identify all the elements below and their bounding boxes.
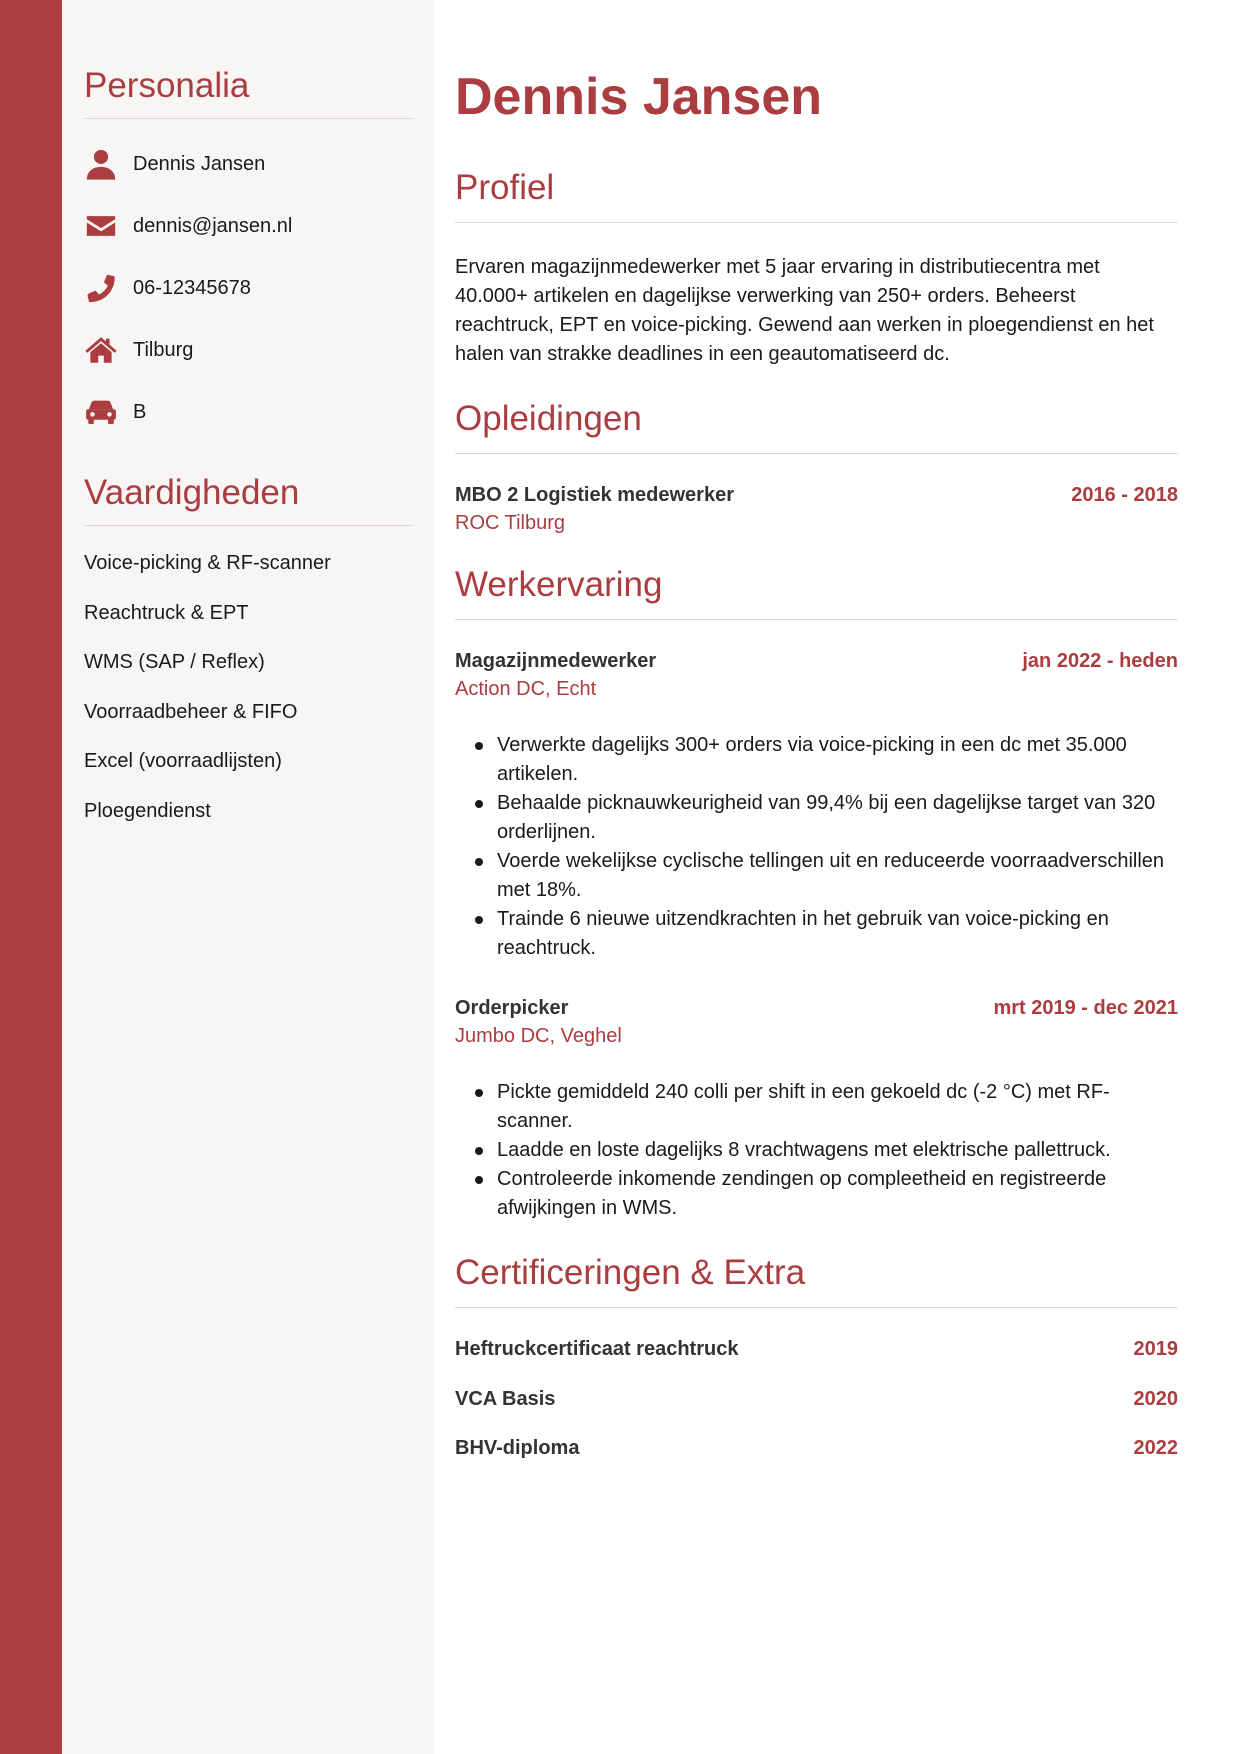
cert-name: VCA Basis: [455, 1387, 556, 1410]
cert-year: 2022: [1133, 1437, 1178, 1459]
contact-city: [84, 319, 413, 381]
envelope-icon: [84, 209, 118, 243]
contact-city-text: Tilburg: [133, 338, 194, 361]
cert-list: [455, 1338, 1178, 1487]
job-bullet: Pickte gemiddeld 240 colli per shift in een gekoeld dc (-2 °C) met RF-scanner.: [497, 1078, 1178, 1136]
job-bullet: Verwerkte dagelijks 300+ orders via voice-picking in een dc met 35.000 artikelen.: [497, 731, 1178, 789]
contact-name: [84, 133, 413, 195]
skills-heading: Vaardigheden: [84, 473, 413, 526]
skill-item: Ploegendienst: [84, 799, 211, 822]
cert-name: BHV-diploma: [455, 1437, 580, 1459]
contact-phone-text: 06-12345678: [133, 276, 251, 299]
main-content: [455, 0, 1178, 1754]
cert-row: [455, 1388, 1178, 1438]
contact-name-text: Dennis Jansen: [133, 152, 266, 175]
contact-phone: [84, 257, 413, 319]
job-bullets: [455, 1078, 1178, 1223]
skill-item: Voorraadbeheer & FIFO: [84, 700, 298, 723]
cert-name: Heftruckcertificaat reachtruck: [455, 1338, 739, 1360]
car-icon: [84, 395, 118, 429]
job-title: Orderpicker: [455, 997, 569, 1019]
job-company: Jumbo DC, Veghel: [455, 1025, 622, 1047]
job-bullet: Trainde 6 nieuwe uitzendkrachten in het gebruik van voice-picking en reachtruck.: [497, 905, 1178, 963]
skill-item: Reachtruck & EPT: [84, 601, 249, 624]
cert-row: [455, 1338, 1178, 1388]
certificeringen-heading: Certificeringen & Extra: [455, 1253, 1178, 1308]
contact-license-text: B: [133, 400, 147, 423]
education-entry: [455, 484, 1178, 535]
cert-year: 2020: [1133, 1387, 1178, 1410]
cert-year: 2019: [1133, 1338, 1178, 1360]
contact-license: [84, 381, 413, 443]
profiel-text: Ervaren magazijnmedewerker met 5 jaar ervaring in distributiecentra met 40.000+ artikelen en dagelijkse verwerking van 250+ orders. Beheerst reachtruck, EPT en voice-picking. Gewend aan werken in ploegendienst en het halen van strakke deadlines in een geautomatiseerd dc.: [455, 256, 1154, 365]
education-title: MBO 2 Logistiek medewerker: [455, 484, 734, 506]
skill-item: Voice-picking & RF-scanner: [84, 552, 331, 574]
contact-list: [84, 133, 413, 443]
job-bullets: [455, 731, 1178, 963]
user-icon: [84, 147, 118, 181]
skill-item: WMS (SAP / Reflex): [84, 651, 265, 673]
opleidingen-heading: Opleidingen: [455, 399, 1178, 454]
job-bullet: Controleerde inkomende zendingen op compleetheid en registreerde afwijkingen in WMS.: [497, 1165, 1178, 1223]
job-date: jan 2022 - heden: [1022, 650, 1178, 672]
job-company: Action DC, Echt: [455, 678, 597, 700]
phone-icon: [84, 271, 118, 305]
job-date: mrt 2019 - dec 2021: [993, 997, 1178, 1019]
candidate-name: Dennis Jansen: [455, 68, 823, 126]
home-icon: [84, 333, 118, 367]
sidebar: [62, 0, 434, 1754]
job-entry: [455, 997, 1178, 1223]
accent-stripe: [0, 0, 62, 1754]
job-bullet: Laadde en loste dagelijks 8 vrachtwagens met elektrische pallettruck.: [497, 1136, 1178, 1165]
contact-email-text[interactable]: dennis@jansen.nl: [133, 214, 293, 237]
job-title: Magazijnmedewerker: [455, 650, 657, 672]
education-date: 2016 - 2018: [1071, 484, 1178, 506]
job-bullet: Behaalde picknauwkeurigheid van 99,4% bij een dagelijkse target van 320 orderlijnen.: [497, 789, 1178, 847]
werkervaring-heading: Werkervaring: [455, 565, 1178, 620]
cert-row: [455, 1437, 1178, 1487]
skill-item: Excel (voorraadlijsten): [84, 750, 282, 772]
job-bullet: Voerde wekelijkse cyclische tellingen uit en reduceerde voorraadverschillen met 18%.: [497, 847, 1178, 905]
education-school: ROC Tilburg: [455, 512, 566, 534]
job-entry: [455, 650, 1178, 963]
contact-email: [84, 195, 413, 257]
personalia-heading: Personalia: [84, 66, 413, 119]
skills-list: [84, 548, 413, 845]
profiel-heading: Profiel: [455, 168, 1178, 223]
